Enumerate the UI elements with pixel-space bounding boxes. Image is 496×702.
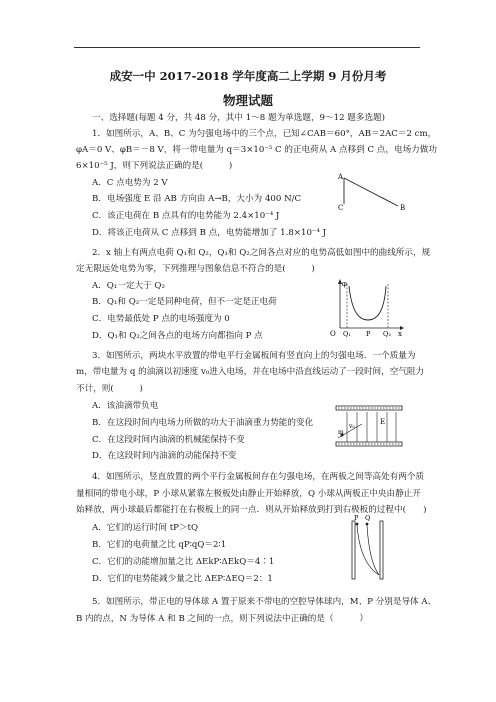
q2-option-d: D．Q₁和 Q₂之间各点的电场方向都指向 P 点 [92, 331, 263, 341]
q4-stem-line2: 量相同的带电小球，P 小球从紧靠左极板处由静止开始释放，Q 小球从两板正中央由静止开 [76, 489, 421, 499]
q1-option-d: D．将该正电荷从 C 点移到 B 点，电势能增加了 1.8×10⁻⁴ J [92, 228, 327, 238]
q4-option-d: D．它们的电势能减少量之比 ΔEP∶ΔEQ＝2：1 [92, 574, 273, 584]
q3-figure-m: m [338, 429, 344, 436]
q1-stem-line1: 1．如图所示，A、B、C 为匀强电场中的三个点，已知∠CAB＝60°，AB＝2AC＝2 cm， [92, 129, 437, 139]
q1-figure-label-a: A [338, 173, 344, 181]
q1-figure-label-c: C [338, 204, 344, 212]
q1-option-c: C．该正电荷在 B 点具有的电势能为 2.4×10⁻⁴ J [92, 211, 280, 221]
q4-option-c: C．它们的动能增加量之比 ΔEkP∶ΔEkQ＝4∶1 [92, 557, 275, 567]
q3-figure-e: E [380, 418, 386, 426]
section-heading: 一、选择题(每题 4 分，共 48 分，其中 1～8 题为单选题，9～12 题多选题) [92, 113, 386, 123]
q1-option-b: B．电场强度 E 沿 AB 方向由 A→B，大小为 400 N/C [92, 194, 302, 204]
q1-figure-triangle [336, 170, 408, 216]
q3-stem-line3: 不计，则( ) [76, 384, 143, 394]
q3-figure-parallel-plates [332, 404, 406, 448]
exam-title: 成安一中 2017-2018 学年度高二上学期 9 月份月考 [109, 69, 387, 83]
q2-figure-q1: Q₁ [343, 330, 351, 338]
q4-figure-vertical-plates [346, 515, 390, 583]
q3-option-d: D．在这段时间内油滴的动能保持不变 [92, 451, 237, 461]
exam-subtitle: 物理试题 [222, 93, 273, 108]
q2-stem-line1: 2．x 轴上有两点电荷 Q₁和 Q₂，Q₁和 Q₂之间各点对应的电势高低如图中的曲线所示，规 [92, 248, 431, 258]
q5-stem-line1: 5．如图所示，带正电的导体球 A 置于原来不带电的空腔导体球内，M、P 分别是导体 A、 [92, 597, 437, 607]
q4-figure-q: Q [365, 515, 371, 522]
q4-stem-line1: 4．如图所示，竖直放置的两个平行金属板间存在匀强电场，在两板之间等高处有两个质 [92, 472, 425, 482]
q4-option-b: B．它们的电荷量之比 qP∶qQ＝2∶1 [92, 540, 227, 550]
q2-option-c: C．电势最低处 P 点的电场强度为 0 [92, 314, 230, 324]
q1-stem-line2: φA＝0 V、φB＝－8 V，将一带电量为 q＝3×10⁻⁵ C 的正电荷从 A 点移到 C 点，电场力做功 [76, 145, 437, 155]
q2-figure-origin: O [330, 330, 336, 338]
q4-option-a: A．它们的运行时间 tP＞tQ [92, 523, 199, 533]
q3-stem-line2: m，带电量为 q 的油滴以初速度 v₀进入电场，并在电场中沿直线运动了一段时间，空气阻力 [76, 367, 425, 377]
q3-option-c: C．在这段时间内油滴的机械能保持不变 [92, 435, 245, 445]
q1-figure-label-b: B [400, 204, 406, 212]
q2-figure-q2: Q₂ [383, 330, 391, 338]
q2-figure-phi: φ [342, 280, 347, 288]
q3-option-b: B．在这段时间内电场力所做的功大于油滴重力势能的变化 [92, 418, 314, 428]
q4-stem-line3: 始释放，两小球最后都能打在右极板上的同一点．则从开始释放到打到右极板的过程中( ) [76, 505, 427, 515]
q2-figure-p: P [366, 330, 371, 338]
q3-figure-v0: v₀ [349, 423, 355, 430]
q2-stem-line2: 定无限远处电势为零，下列推理与图象信息不符合的是( ) [76, 264, 315, 274]
q4-figure-p: P [354, 515, 359, 522]
q3-option-a: A．该油滴带负电 [92, 401, 159, 411]
header-rule [74, 47, 420, 48]
q2-option-b: B．Q₁和 Q₂一定是同种电荷，但不一定是正电荷 [92, 297, 277, 307]
q1-option-a: A．C 点电势为 2 V [92, 178, 168, 188]
q1-stem-line3: 6×10⁻⁵ J，则下列说法正确的是( ) [76, 161, 233, 171]
q5-stem-line2: B 内的点，N 为导体 A 和 B 之间的一点，则下列说法中正确的是（ ） [76, 614, 368, 624]
q2-figure-potential-curve [328, 278, 406, 338]
q2-option-a: A．Q₁一定大于 Q₂ [92, 281, 165, 291]
q3-stem-line1: 3．如图所示，两块水平放置的带电平行金属板间有竖直向上的匀强电场．一个质量为 [92, 351, 416, 361]
q2-figure-x: x [398, 330, 402, 338]
